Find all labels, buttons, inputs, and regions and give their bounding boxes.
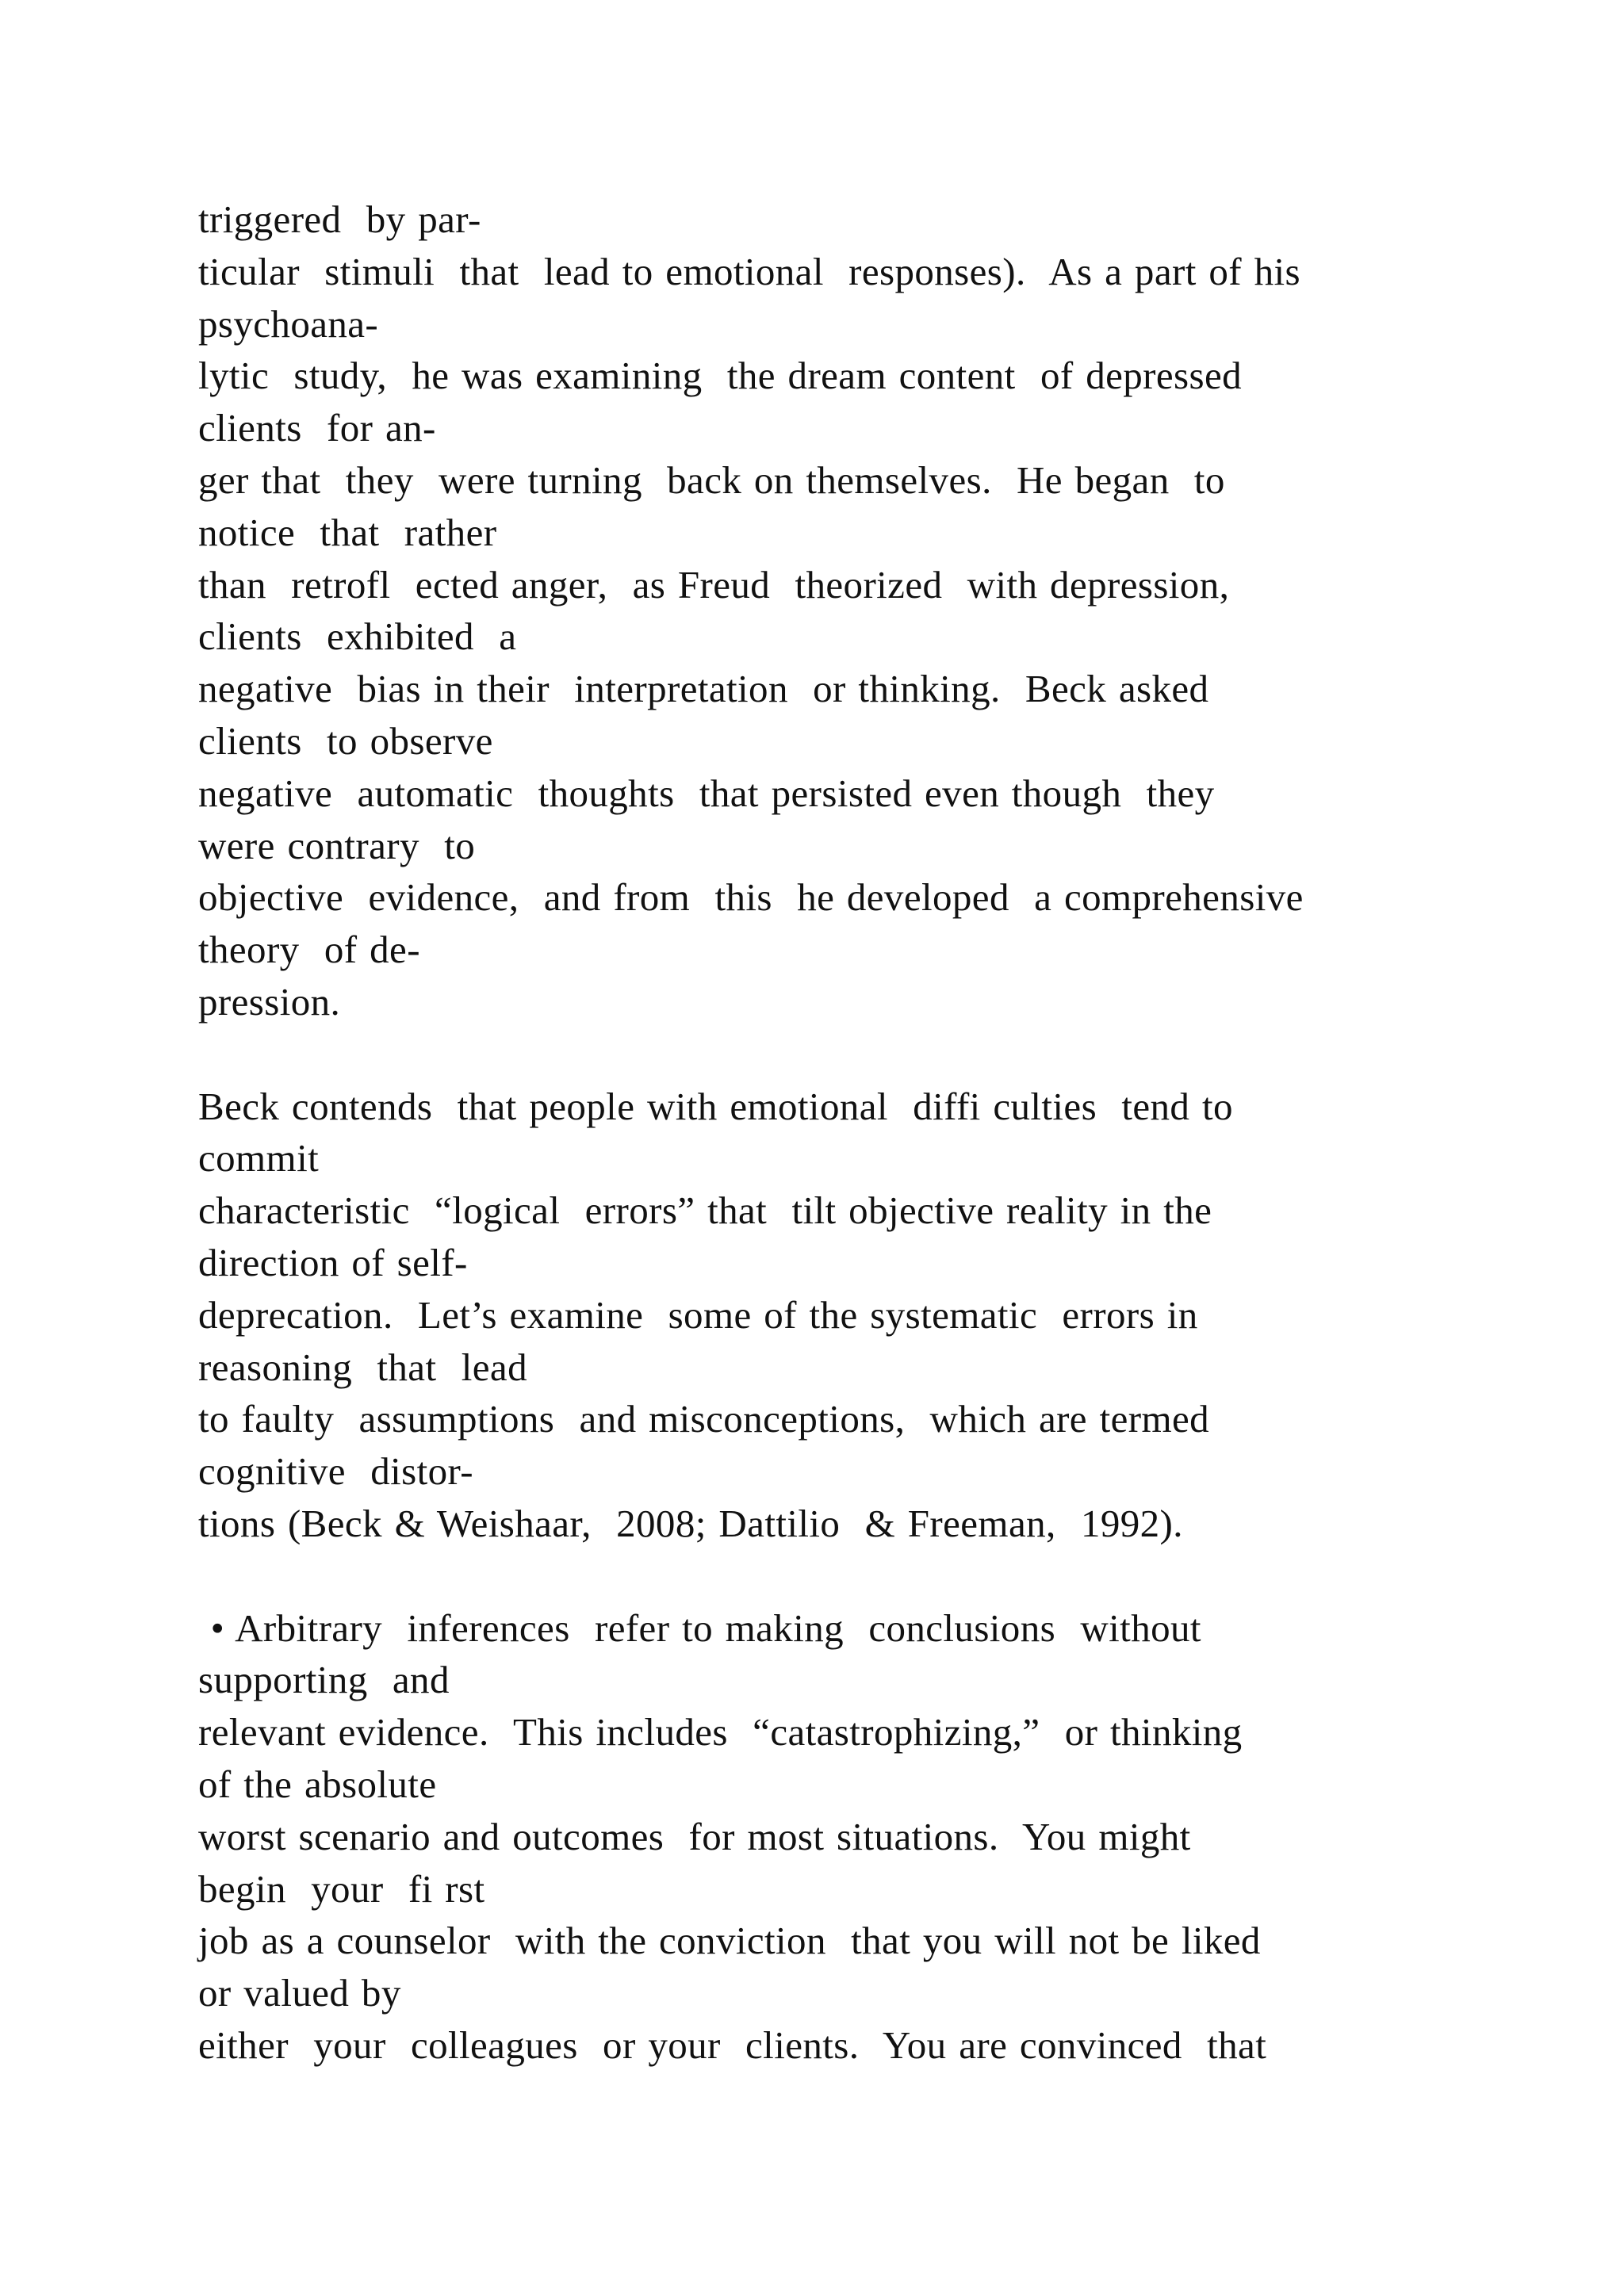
text-line: • Arbitrary inferences refer to making conclusions without <box>198 1605 1201 1650</box>
text-line: theory of de- <box>198 928 420 972</box>
text-line: triggered by par- <box>198 197 481 241</box>
text-line: to faulty assumptions and misconceptions, which are termed <box>198 1397 1210 1441</box>
text-line: characteristic “logical errors” that tilt objective reality in the <box>198 1188 1212 1233</box>
text-line: negative automatic thoughts that persisted even though they <box>198 771 1215 815</box>
text-line: lytic study, he was examining the dream content of depressed <box>198 354 1243 398</box>
text-line: psychoana- <box>198 301 379 346</box>
text-line: deprecation. Let’s examine some of the systematic errors in <box>198 1292 1198 1337</box>
text-line: either your colleagues or your clients. You are convinced that <box>198 2022 1267 2067</box>
text-line: objective evidence, and from this he developed a comprehensive <box>198 875 1304 920</box>
text-line: negative bias in their interpretation or thinking. Beck asked <box>198 667 1209 711</box>
text-line: commit <box>198 1136 320 1181</box>
document-text <box>198 193 1467 2072</box>
text-line: clients exhibited a <box>198 614 517 659</box>
text-line: relevant evidence. This includes “catastrophizing,” or thinking <box>198 1710 1243 1755</box>
text-line: clients for an- <box>198 406 436 450</box>
text-line: supporting and <box>198 1658 450 1702</box>
text-line: job as a counselor with the conviction that you will not be liked <box>198 1919 1261 1963</box>
paragraph-depression-theory <box>198 193 1467 1028</box>
text-line: of the absolute <box>198 1762 437 1806</box>
text-line: tions (Beck & Weishaar, 2008; Dattilio & Freeman, 1992). <box>198 1501 1183 1545</box>
text-line: or valued by <box>198 1971 401 2015</box>
text-line: reasoning that lead <box>198 1345 527 1389</box>
paragraph-logical-errors <box>198 1081 1467 1550</box>
text-line: than retrofl ected anger, as Freud theorized with depression, <box>198 562 1230 607</box>
text-line: were contrary to <box>198 823 476 867</box>
text-line: Beck contends that people with emotional diffi culties tend to <box>198 1084 1233 1128</box>
text-line: ticular stimuli that lead to emotional responses). As a part of his <box>198 249 1301 293</box>
bullet-arbitrary-inferences <box>198 1602 1467 2072</box>
text-line: notice that rather <box>198 510 497 554</box>
text-line: worst scenario and outcomes for most situations. You might <box>198 1814 1191 1858</box>
paragraph-spacer <box>198 1028 1467 1081</box>
text-line: direction of self- <box>198 1240 468 1284</box>
text-line: clients to observe <box>198 718 493 763</box>
text-line: begin your fi rst <box>198 1866 485 1911</box>
text-line: ger that they were turning back on themselves. He began to <box>198 457 1225 502</box>
text-line: cognitive distor- <box>198 1449 473 1494</box>
text-line: pression. <box>198 979 341 1024</box>
paragraph-spacer <box>198 1550 1467 1602</box>
